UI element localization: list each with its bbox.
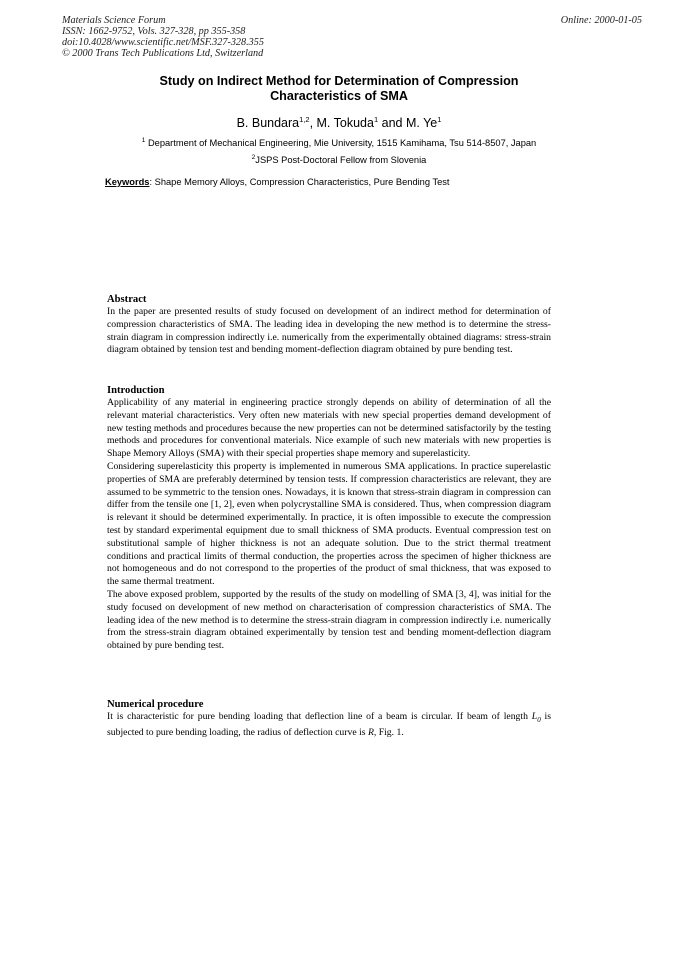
- abstract-heading: Abstract: [107, 294, 147, 305]
- author-separator: ,: [309, 116, 317, 130]
- author-name: M. Ye: [405, 116, 438, 130]
- affiliation-2: [40, 154, 638, 165]
- author-affil-mark: 1: [373, 115, 379, 124]
- text-fragment: It is characteristic for pure bending loading that deflection line of a beam is circular. If beam of length: [107, 711, 532, 722]
- affiliation-mark: 2: [251, 154, 256, 161]
- length-subscript: 0: [537, 715, 541, 724]
- numerical-procedure-text: [107, 711, 551, 740]
- keywords-text: Shape Memory Alloys, Compression Characteristics, Pure Bending Test: [152, 177, 450, 187]
- radius-symbol: R: [367, 726, 374, 738]
- numerical-procedure-heading: Numerical procedure: [107, 699, 204, 710]
- author-affil-mark: 1,2: [299, 115, 310, 124]
- affiliation-1: [40, 137, 638, 148]
- keywords: [105, 177, 450, 187]
- numerical-procedure-section: [107, 698, 551, 740]
- affiliation-text: Department of Mechanical Engineering, Mie University, 1515 Kamihama, Tsu 514-8507, Japan: [145, 138, 537, 148]
- author-list: [100, 115, 578, 130]
- online-date: Online: 2000-01-05: [560, 15, 642, 26]
- title-line-2: Characteristics of SMA: [270, 89, 408, 103]
- introduction-paragraph-3: The above exposed problem, supported by the results of the study on modelling of SMA [3, 4], was initial for the study focused on development of new method on characterisation of compression characteristics of SMA. The leading idea of the new method is to determine the stress-strain diagram in compression indirectly i.e. numerically from the stress-strain diagram obtained experimentally by tension test and bending moment-deflection diagram obtained by pure bending test.: [107, 588, 551, 652]
- introduction-paragraph-1: Applicability of any material in engineering practice strongly depends on ability of determination of all the relevant material characteristics. Very often new materials with new special properties demand development of new testing methods and procedures because the new properties can not be determined satisfactorily by the testing methods and procedures for conventional materials. Nice example of such new materials with new properties is Shape Memory Alloys (SMA) with their special properties shape memory and superelasticity.: [107, 397, 551, 460]
- author-affil-mark: 1: [437, 115, 442, 124]
- author-name: B. Bundara: [236, 116, 300, 130]
- journal-name: Materials Science Forum: [62, 15, 166, 26]
- copyright-line: © 2000 Trans Tech Publications Ltd, Switzerland: [62, 48, 264, 59]
- text-fragment: is subjected to pure bending loading, the radius of deflection curve is: [107, 711, 552, 738]
- abstract-text: In the paper are presented results of study focused on development of an indirect method for determination of compression characteristics of SMA. The leading idea in developing the new method is to determine the stress-strain diagram in compression indirectly i.e. numerically from the experimentally obtained diagrams: stress-strain diagram obtained by tension test and bending moment-deflection diagram obtained by pure bending test.: [107, 306, 551, 356]
- author-name: M. Tokuda: [316, 116, 374, 130]
- publication-meta: [62, 15, 264, 59]
- length-symbol: L: [531, 711, 538, 722]
- author-separator: and: [378, 116, 406, 130]
- paper-title: [100, 74, 578, 104]
- doi-line[interactable]: doi:10.4028/www.scientific.net/MSF.327-328.355: [62, 37, 264, 48]
- keywords-colon: :: [149, 177, 153, 187]
- issn-line: ISSN: 1662-9752, Vols. 327-328, pp 355-358: [62, 26, 246, 37]
- text-fragment: , Fig. 1.: [373, 726, 404, 738]
- affiliation-mark: 1: [141, 137, 146, 144]
- introduction-section: [107, 384, 551, 653]
- introduction-paragraph-2: Considering superelasticity this property is implemented in numerous SMA applications. In practice superelastic properties of SMA are preferably determined by tension tests. If compression characteristics are relevant, they are assumed to be symmetric to the tension ones. Nowadays, it is known that stress-strain diagram in compression can differ from the tensile one [1, 2], even when polycrystalline SMA is considered. Thus, when compression diagram is relevant it should be determined experimentally. In practice, it is often impossible to execute the compression test by standard experimental equipment due to small thickness of SMA products. Eventual compression test on substitutional sample of higher thickness is not an adequate solution. Due to the strict thermal treatment conditions and practical limits of thermal conduction, the properties across the specimen of higher thickness are not homogeneous and do not correspond to the properties of the product of smal thickness, that was exposed to the same thermal treatment.: [107, 460, 551, 588]
- title-line-1: Study on Indirect Method for Determination of Compression: [159, 74, 519, 88]
- abstract-section: [107, 293, 551, 357]
- keywords-label: Keywords: [105, 177, 150, 187]
- affiliation-text: JSPS Post-Doctoral Fellow from Slovenia: [255, 155, 427, 165]
- introduction-heading: Introduction: [107, 385, 165, 396]
